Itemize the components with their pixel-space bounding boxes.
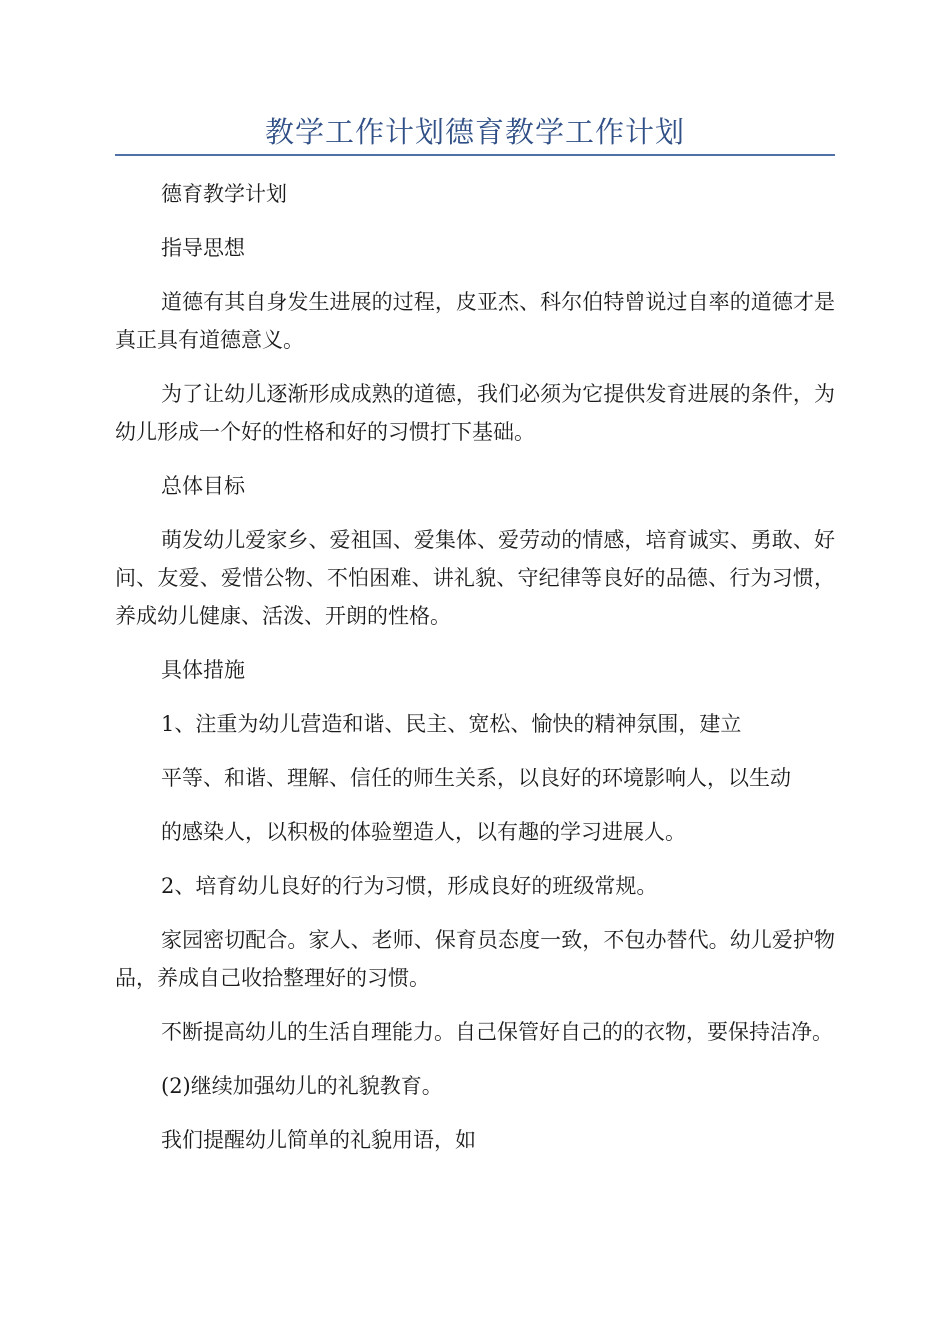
paragraph-measure-1-end: 的感染人，以积极的体验塑造人，以有趣的学习进展人。	[161, 820, 686, 844]
paragraph-self-care: 不断提高幼儿的生活自理能力。自己保管好自己的的衣物，要保持洁净。	[161, 1020, 833, 1044]
paragraph-measure-1-cont: 平等、和谐、理解、信任的师生关系，以良好的环境影响人，以生动	[161, 766, 791, 790]
paragraph-home-school: 家园密切配合。家人、老师、保育员态度一致，不包办替代。幼儿爱护物品，养成自己收拾整理好的习惯。	[115, 928, 835, 990]
paragraph-politeness: (2)继续加强幼儿的礼貌教育。	[161, 1074, 443, 1098]
paragraph-goal-detail: 萌发幼儿爱家乡、爱祖国、爱集体、爱劳动的情感，培育诚实、勇敢、好问、友爱、爱惜公物、不怕困难、讲礼貌、守纪律等良好的品德、行为习惯，养成幼儿健康、活泼、开朗的性格。	[115, 528, 835, 628]
paragraph-polite-terms: 我们提醒幼儿简单的礼貌用语，如	[161, 1128, 476, 1152]
paragraph-heading-guiding-idea: 指导思想	[161, 236, 245, 260]
paragraph-moral-development: 道德有其自身发生进展的过程，皮亚杰、科尔伯特曾说过自率的道德才是真正具有道德意义。	[115, 290, 835, 352]
document-title: 教学工作计划德育教学工作计划	[264, 115, 685, 149]
paragraph-measure-2: 2、培育幼儿良好的行为习惯，形成良好的班级常规。	[161, 874, 658, 898]
paragraph-heading-plan: 德育教学计划	[161, 182, 287, 206]
paragraph-conditions: 为了让幼儿逐渐形成成熟的道德，我们必须为它提供发育进展的条件，为幼儿形成一个好的性格和好的习惯打下基础。	[115, 382, 835, 444]
paragraph-heading-overall-goal: 总体目标	[161, 474, 245, 498]
paragraph-measure-1: 1、注重为幼儿营造和谐、民主、宽松、愉快的精神氛围，建立	[161, 712, 742, 736]
title-underline	[115, 154, 835, 156]
paragraph-heading-measures: 具体措施	[161, 658, 245, 682]
document-body	[115, 175, 835, 1175]
